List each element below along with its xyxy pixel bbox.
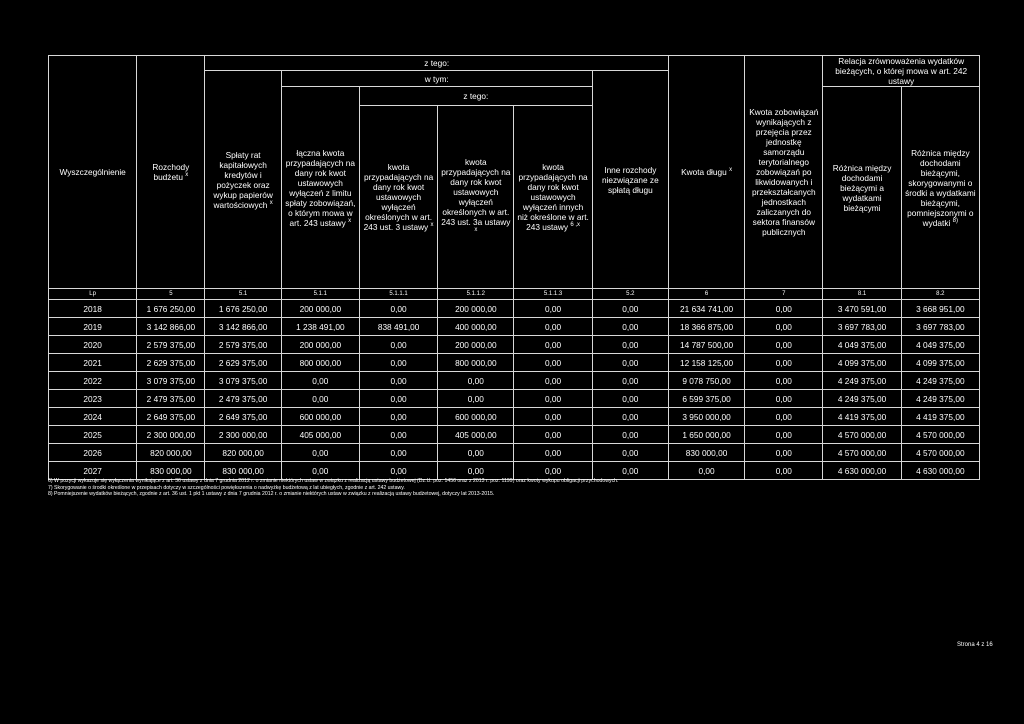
value-cell: 9 078 750,00 <box>668 372 744 390</box>
value-cell: 4 419 375,00 <box>901 408 979 426</box>
value-cell: 405 000,00 <box>281 426 359 444</box>
wpf-table <box>48 55 980 480</box>
value-cell: 0,00 <box>281 462 359 480</box>
value-cell: 820 000,00 <box>205 444 281 462</box>
value-cell: 4 099 375,00 <box>823 354 901 372</box>
col-header-kwota-zobowiazan: Kwota zobowiązań wynikających z przejęcia przez jednostkę samorządu terytorialnego zobowiązań po likwidowanych i przekształcanych jednostkach zaliczanych do sektora finansów publicznych <box>745 56 823 289</box>
header-z-tego-top: z tego: <box>205 56 668 71</box>
value-cell: 4 570 000,00 <box>823 426 901 444</box>
table-row <box>49 444 980 462</box>
value-cell: 4 630 000,00 <box>901 462 979 480</box>
value-cell: 0,00 <box>745 408 823 426</box>
value-cell: 0,00 <box>359 372 437 390</box>
value-cell: 12 158 125,00 <box>668 354 744 372</box>
footnotes <box>48 478 948 498</box>
lp-cell: 8.1 <box>823 289 901 300</box>
value-cell: 2 629 375,00 <box>205 354 281 372</box>
value-cell: 1 650 000,00 <box>668 426 744 444</box>
year-cell: 2022 <box>49 372 137 390</box>
value-cell: 2 579 375,00 <box>205 336 281 354</box>
table-row <box>49 462 980 480</box>
col-header-inne-rozchody: Inne rozchody niezwiązane ze spłatą długu <box>592 71 668 289</box>
value-cell: 3 470 591,00 <box>823 300 901 318</box>
value-cell: 0,00 <box>514 318 592 336</box>
value-cell: 0,00 <box>359 300 437 318</box>
header-w-tym: w tym: <box>281 71 592 87</box>
value-cell: 0,00 <box>592 462 668 480</box>
lp-cell: 6 <box>668 289 744 300</box>
lp-cell: 5.2 <box>592 289 668 300</box>
lp-cell: 8.2 <box>901 289 979 300</box>
value-cell: 830 000,00 <box>205 462 281 480</box>
value-cell: 3 668 951,00 <box>901 300 979 318</box>
wpf-table-container <box>48 55 980 480</box>
lp-cell: Lp <box>49 289 137 300</box>
value-cell: 4 630 000,00 <box>823 462 901 480</box>
lp-row <box>49 289 980 300</box>
table-row <box>49 426 980 444</box>
value-cell: 0,00 <box>514 462 592 480</box>
value-cell: 0,00 <box>514 426 592 444</box>
lp-cell: 5.1.1.3 <box>514 289 592 300</box>
value-cell: 800 000,00 <box>438 354 514 372</box>
lp-cell: 5.1.1.2 <box>438 289 514 300</box>
year-cell: 2024 <box>49 408 137 426</box>
header-relacja: Relacja zrównoważenia wydatków bieżących, o której mowa w art. 242 ustawy <box>823 56 980 87</box>
value-cell: 0,00 <box>592 354 668 372</box>
value-cell: 4 249 375,00 <box>823 390 901 408</box>
value-cell: 3 079 375,00 <box>205 372 281 390</box>
value-cell: 18 366 875,00 <box>668 318 744 336</box>
lp-cell: 5.1.1.1 <box>359 289 437 300</box>
value-cell: 200 000,00 <box>281 300 359 318</box>
value-cell: 21 634 741,00 <box>668 300 744 318</box>
col-header-rozchody: Rozchody budżetu $^x$ <box>137 56 205 289</box>
value-cell: 4 249 375,00 <box>901 372 979 390</box>
value-cell: 0,00 <box>514 408 592 426</box>
value-cell: 0,00 <box>592 426 668 444</box>
value-cell: 3 697 783,00 <box>901 318 979 336</box>
value-cell: 600 000,00 <box>281 408 359 426</box>
year-cell: 2021 <box>49 354 137 372</box>
table-row <box>49 354 980 372</box>
value-cell: 400 000,00 <box>438 318 514 336</box>
value-cell: 0,00 <box>359 462 437 480</box>
value-cell: 0,00 <box>281 372 359 390</box>
col-header-roznica-2: Różnica między dochodami bieżącymi, skorygowanymi o środki a wydatkami bieżącymi, pomniejszonymi o wydatki $^{8)}$ <box>901 87 979 289</box>
value-cell: 2 479 375,00 <box>137 390 205 408</box>
value-cell: 0,00 <box>438 444 514 462</box>
value-cell: 830 000,00 <box>137 462 205 480</box>
table-row <box>49 336 980 354</box>
table-row <box>49 390 980 408</box>
value-cell: 2 300 000,00 <box>137 426 205 444</box>
value-cell: 0,00 <box>438 372 514 390</box>
value-cell: 3 079 375,00 <box>137 372 205 390</box>
value-cell: 0,00 <box>668 462 744 480</box>
value-cell: 4 570 000,00 <box>901 426 979 444</box>
value-cell: 0,00 <box>438 462 514 480</box>
value-cell: 200 000,00 <box>438 336 514 354</box>
value-cell: 0,00 <box>514 444 592 462</box>
year-cell: 2027 <box>49 462 137 480</box>
data-body <box>49 300 980 480</box>
value-cell: 2 479 375,00 <box>205 390 281 408</box>
value-cell: 4 419 375,00 <box>823 408 901 426</box>
value-cell: 2 649 375,00 <box>137 408 205 426</box>
value-cell: 0,00 <box>745 372 823 390</box>
value-cell: 0,00 <box>359 426 437 444</box>
value-cell: 1 676 250,00 <box>205 300 281 318</box>
table-row <box>49 318 980 336</box>
value-cell: 3 142 866,00 <box>137 318 205 336</box>
value-cell: 800 000,00 <box>281 354 359 372</box>
value-cell: 4 570 000,00 <box>901 444 979 462</box>
header-row-1 <box>49 56 980 71</box>
col-header-kwota-inne: kwota przypadających na dany rok kwot ustawowych wyłączeń innych niż określone w art. 243 ustawy $^{6 ,x}$ <box>514 106 592 289</box>
value-cell: 0,00 <box>281 390 359 408</box>
year-cell: 2020 <box>49 336 137 354</box>
value-cell: 0,00 <box>592 300 668 318</box>
header-z-tego-inner: z tego: <box>359 87 592 106</box>
value-cell: 0,00 <box>359 354 437 372</box>
value-cell: 2 300 000,00 <box>205 426 281 444</box>
value-cell: 0,00 <box>745 426 823 444</box>
value-cell: 2 649 375,00 <box>205 408 281 426</box>
value-cell: 1 238 491,00 <box>281 318 359 336</box>
value-cell: 2 579 375,00 <box>137 336 205 354</box>
value-cell: 0,00 <box>745 462 823 480</box>
value-cell: 0,00 <box>745 390 823 408</box>
value-cell: 0,00 <box>514 390 592 408</box>
col-header-kwota-243-3a: kwota przypadających na dany rok kwot ustawowych wyłączeń określonych w art. 243 ust. 3a ustawy $^x$ <box>438 106 514 289</box>
value-cell: 0,00 <box>359 408 437 426</box>
value-cell: 820 000,00 <box>137 444 205 462</box>
col-header-splaty: Spłaty rat kapitałowych kredytów i pożyczek oraz wykup papierów wartościowych $^x$ <box>205 71 281 289</box>
value-cell: 0,00 <box>281 444 359 462</box>
value-cell: 200 000,00 <box>281 336 359 354</box>
value-cell: 0,00 <box>745 336 823 354</box>
col-header-laczna: łączna kwota przypadających na dany rok kwot ustawowych wyłączeń z limitu spłaty zobowiązań, o którym mowa w art. 243 ustawy $^x$ <box>281 87 359 289</box>
value-cell: 0,00 <box>592 318 668 336</box>
value-cell: 0,00 <box>438 390 514 408</box>
value-cell: 0,00 <box>514 336 592 354</box>
table-row <box>49 372 980 390</box>
col-header-kwota-243-3: kwota przypadających na dany rok kwot ustawowych wyłączeń określonych w art. 243 ust. 3 ustawy $^x$ <box>359 106 437 289</box>
value-cell: 4 099 375,00 <box>901 354 979 372</box>
value-cell: 4 570 000,00 <box>823 444 901 462</box>
value-cell: 14 787 500,00 <box>668 336 744 354</box>
value-cell: 600 000,00 <box>438 408 514 426</box>
value-cell: 6 599 375,00 <box>668 390 744 408</box>
value-cell: 1 676 250,00 <box>137 300 205 318</box>
col-header-kwota-dlugu: Kwota długu $^x$ <box>668 56 744 289</box>
year-cell: 2023 <box>49 390 137 408</box>
value-cell: 0,00 <box>359 336 437 354</box>
year-cell: 2018 <box>49 300 137 318</box>
footnote: 7) Skorygowanie o środki określone w przepisach dotyczy w szczególności powiększenia o nadwyżkę budżetową z lat ubiegłych, zgodnie z art. 242 ustawy. <box>48 484 405 491</box>
value-cell: 0,00 <box>514 354 592 372</box>
value-cell: 0,00 <box>514 300 592 318</box>
value-cell: 3 697 783,00 <box>823 318 901 336</box>
value-cell: 0,00 <box>592 336 668 354</box>
year-cell: 2026 <box>49 444 137 462</box>
value-cell: 0,00 <box>592 390 668 408</box>
value-cell: 4 249 375,00 <box>901 390 979 408</box>
col-header-wyszczegolnienie: Wyszczególnienie <box>49 56 137 289</box>
col-header-roznica-1: Różnica między dochodami bieżącymi a wydatkami bieżącymi <box>823 87 901 289</box>
value-cell: 405 000,00 <box>438 426 514 444</box>
value-cell: 4 049 375,00 <box>823 336 901 354</box>
year-cell: 2019 <box>49 318 137 336</box>
footnote: 8) Pomniejszenie wydatków bieżących, zgodnie z art. 36 ust. 1 pkt 1 ustawy z dnia 7 grudnia 2012 r. o zmianie niektórych ustaw w związku z realizacją ustawy budżetowej, dotyczy lat 2013-2015. <box>48 491 495 497</box>
value-cell: 3 142 866,00 <box>205 318 281 336</box>
value-cell: 2 629 375,00 <box>137 354 205 372</box>
table-row <box>49 408 980 426</box>
value-cell: 200 000,00 <box>438 300 514 318</box>
page-number: Strona 4 z 16 <box>957 642 993 648</box>
value-cell: 0,00 <box>592 444 668 462</box>
value-cell: 0,00 <box>745 300 823 318</box>
value-cell: 830 000,00 <box>668 444 744 462</box>
value-cell: 4 249 375,00 <box>823 372 901 390</box>
value-cell: 838 491,00 <box>359 318 437 336</box>
value-cell: 0,00 <box>745 318 823 336</box>
value-cell: 4 049 375,00 <box>901 336 979 354</box>
lp-cell: 7 <box>745 289 823 300</box>
value-cell: 0,00 <box>592 372 668 390</box>
value-cell: 3 950 000,00 <box>668 408 744 426</box>
value-cell: 0,00 <box>745 354 823 372</box>
footnote: 6) W pozycji wykazuje się wyłączenia wynikające z art. 36 ustawy z dnia 7 grudnia 2012 r. o zmianie niektórych ustaw w związku z realizacją ustawy budżetowej (Dz.U. poz. 1456 oraz z 2013 r. poz. 1199) oraz kwoty wykupu obligacji przychodowych. <box>48 478 619 484</box>
lp-cell: 5.1.1 <box>281 289 359 300</box>
lp-cell: 5 <box>137 289 205 300</box>
value-cell: 0,00 <box>745 444 823 462</box>
value-cell: 0,00 <box>359 390 437 408</box>
value-cell: 0,00 <box>592 408 668 426</box>
value-cell: 0,00 <box>514 372 592 390</box>
table-row <box>49 300 980 318</box>
value-cell: 0,00 <box>359 444 437 462</box>
lp-cell: 5.1 <box>205 289 281 300</box>
year-cell: 2025 <box>49 426 137 444</box>
